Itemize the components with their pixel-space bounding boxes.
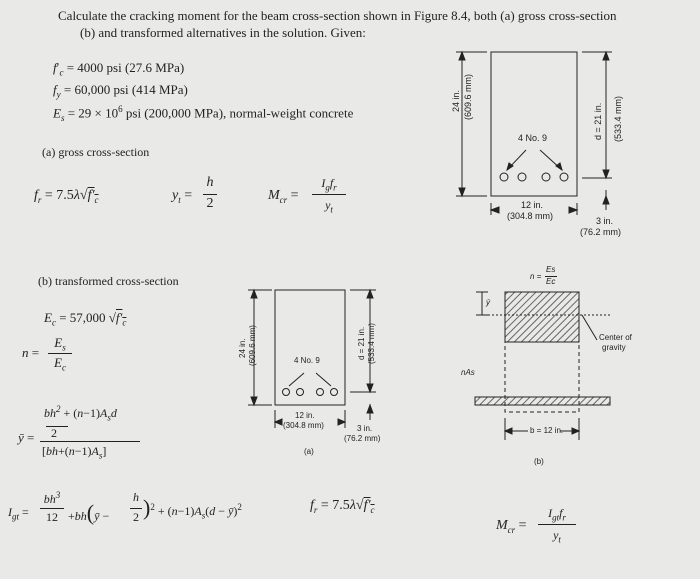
part-b-fr-equation: $f_r = 7.5\lambda√f'_c$ bbox=[310, 498, 375, 515]
part-a-mcr-equation: $M_{cr}$ = bbox=[268, 188, 299, 205]
top-height-label: 24 in. bbox=[451, 89, 461, 112]
top-depth-label: d = 21 in. bbox=[593, 102, 603, 140]
b-cg-label-1: Center of bbox=[599, 333, 632, 342]
part-b-ec-equation: $E_c = 57,000$ $√f'_c$ bbox=[44, 310, 127, 328]
ybar-num-inner-den: 2 bbox=[51, 426, 57, 440]
n-den: $E_c$ bbox=[54, 355, 66, 373]
b-caption: (b) bbox=[534, 457, 544, 466]
a-height-label-mm: (609.6 mm) bbox=[248, 325, 257, 366]
igt-term2: +bh(ȳ − bbox=[68, 500, 110, 525]
b-n-label: n = bbox=[530, 272, 542, 281]
b-cg-label-2: gravity bbox=[602, 343, 626, 352]
a-depth-label: d = 21 in. bbox=[357, 326, 366, 360]
beam-outline-a bbox=[275, 290, 345, 405]
hatched-compression-area bbox=[505, 292, 579, 342]
a-cover-label: 3 in. bbox=[357, 424, 373, 433]
part-b-mcr-equation: $M_{cr}$ = bbox=[496, 518, 527, 535]
igt-term3: )$^2 + (n-1)A_s(d$ − ȳ)$^2$ bbox=[143, 495, 242, 521]
part-a-yt-equation: $y_t$ = bbox=[172, 188, 193, 205]
a-bars-label: 4 No. 9 bbox=[294, 356, 320, 365]
given-fc: $f'_c = 4000$ psi (27.6 MPa) bbox=[53, 60, 185, 78]
a-caption: (a) bbox=[304, 447, 314, 456]
igt-term1-num: $bh^3$ bbox=[43, 490, 61, 506]
b-width-label: b = 12 in. bbox=[530, 426, 564, 435]
n-num: $E_s$ bbox=[54, 335, 66, 353]
yt-fraction-num: h bbox=[206, 175, 214, 190]
ybar-lhs: ȳ = bbox=[18, 430, 35, 445]
mcr-b-num: $I_{gt}f_r$ bbox=[548, 506, 566, 523]
part-b-n-equation: n = bbox=[22, 345, 40, 360]
problem-line-1: Calculate the cracking moment for the beam cross-section shown in Figure 8.4, both (a) gross cross-section bbox=[58, 8, 617, 23]
b-y-label: ȳ bbox=[486, 298, 490, 307]
a-depth-label-mm: (533.4 mm) bbox=[367, 323, 376, 364]
a-width-label: 12 in. bbox=[295, 411, 315, 420]
top-height-label-mm: (609.6 mm) bbox=[463, 73, 473, 120]
mcr-a-den: $y_t$ bbox=[325, 198, 333, 215]
b-n-den: Ec bbox=[546, 277, 556, 286]
top-width-label-mm: (304.8 mm) bbox=[507, 211, 554, 221]
top-bars-label: 4 No. 9 bbox=[518, 133, 548, 143]
part-b-heading: (b) transformed cross-section bbox=[38, 274, 179, 288]
transformed-steel-strip bbox=[475, 397, 610, 405]
igt-lhs: $I_{gt}$ = bbox=[8, 505, 29, 522]
a-height-label: 24 in. bbox=[238, 338, 247, 358]
top-depth-label-mm: (533.4 mm) bbox=[613, 95, 623, 142]
yt-fraction-den: 2 bbox=[206, 196, 214, 211]
ybar-num: $bh^2 + (n-1)A_sd$ bbox=[44, 404, 117, 423]
b-n-num: Es bbox=[546, 265, 556, 274]
part-a-fr-equation: $f_r = 7.5\lambda√f'_c$ bbox=[34, 188, 99, 205]
given-fy: $f_y = 60,000$ psi (414 MPa) bbox=[53, 82, 188, 100]
b-nas-label: nAs bbox=[461, 368, 475, 377]
igt-h-num: h bbox=[133, 490, 139, 504]
a-width-label-mm: (304.8 mm) bbox=[283, 421, 324, 430]
igt-term1-den: 12 bbox=[46, 510, 58, 524]
a-cover-label-mm: (76.2 mm) bbox=[344, 434, 381, 443]
problem-line-2: (b) and transformed alternatives in the solution. Given: bbox=[80, 25, 366, 40]
ybar-den: $[bh+(n-1)A_s]$ bbox=[42, 444, 107, 461]
given-es: $E_s = 29 \times 10^6$ psi (200,000 MPa), normal-weight concrete bbox=[53, 104, 354, 123]
beam-outline-top bbox=[491, 52, 577, 196]
mcr-b-den: $y_t$ bbox=[553, 528, 561, 545]
top-cover-label-mm: (76.2 mm) bbox=[580, 227, 622, 237]
mcr-a-num: $I_gf_r$ bbox=[321, 176, 337, 193]
igt-h-den: 2 bbox=[133, 510, 139, 524]
top-width-label: 12 in. bbox=[521, 200, 544, 210]
beam-figure-b bbox=[475, 292, 612, 440]
part-a-heading: (a) gross cross-section bbox=[42, 145, 150, 159]
top-cover-label: 3 in. bbox=[596, 216, 614, 226]
